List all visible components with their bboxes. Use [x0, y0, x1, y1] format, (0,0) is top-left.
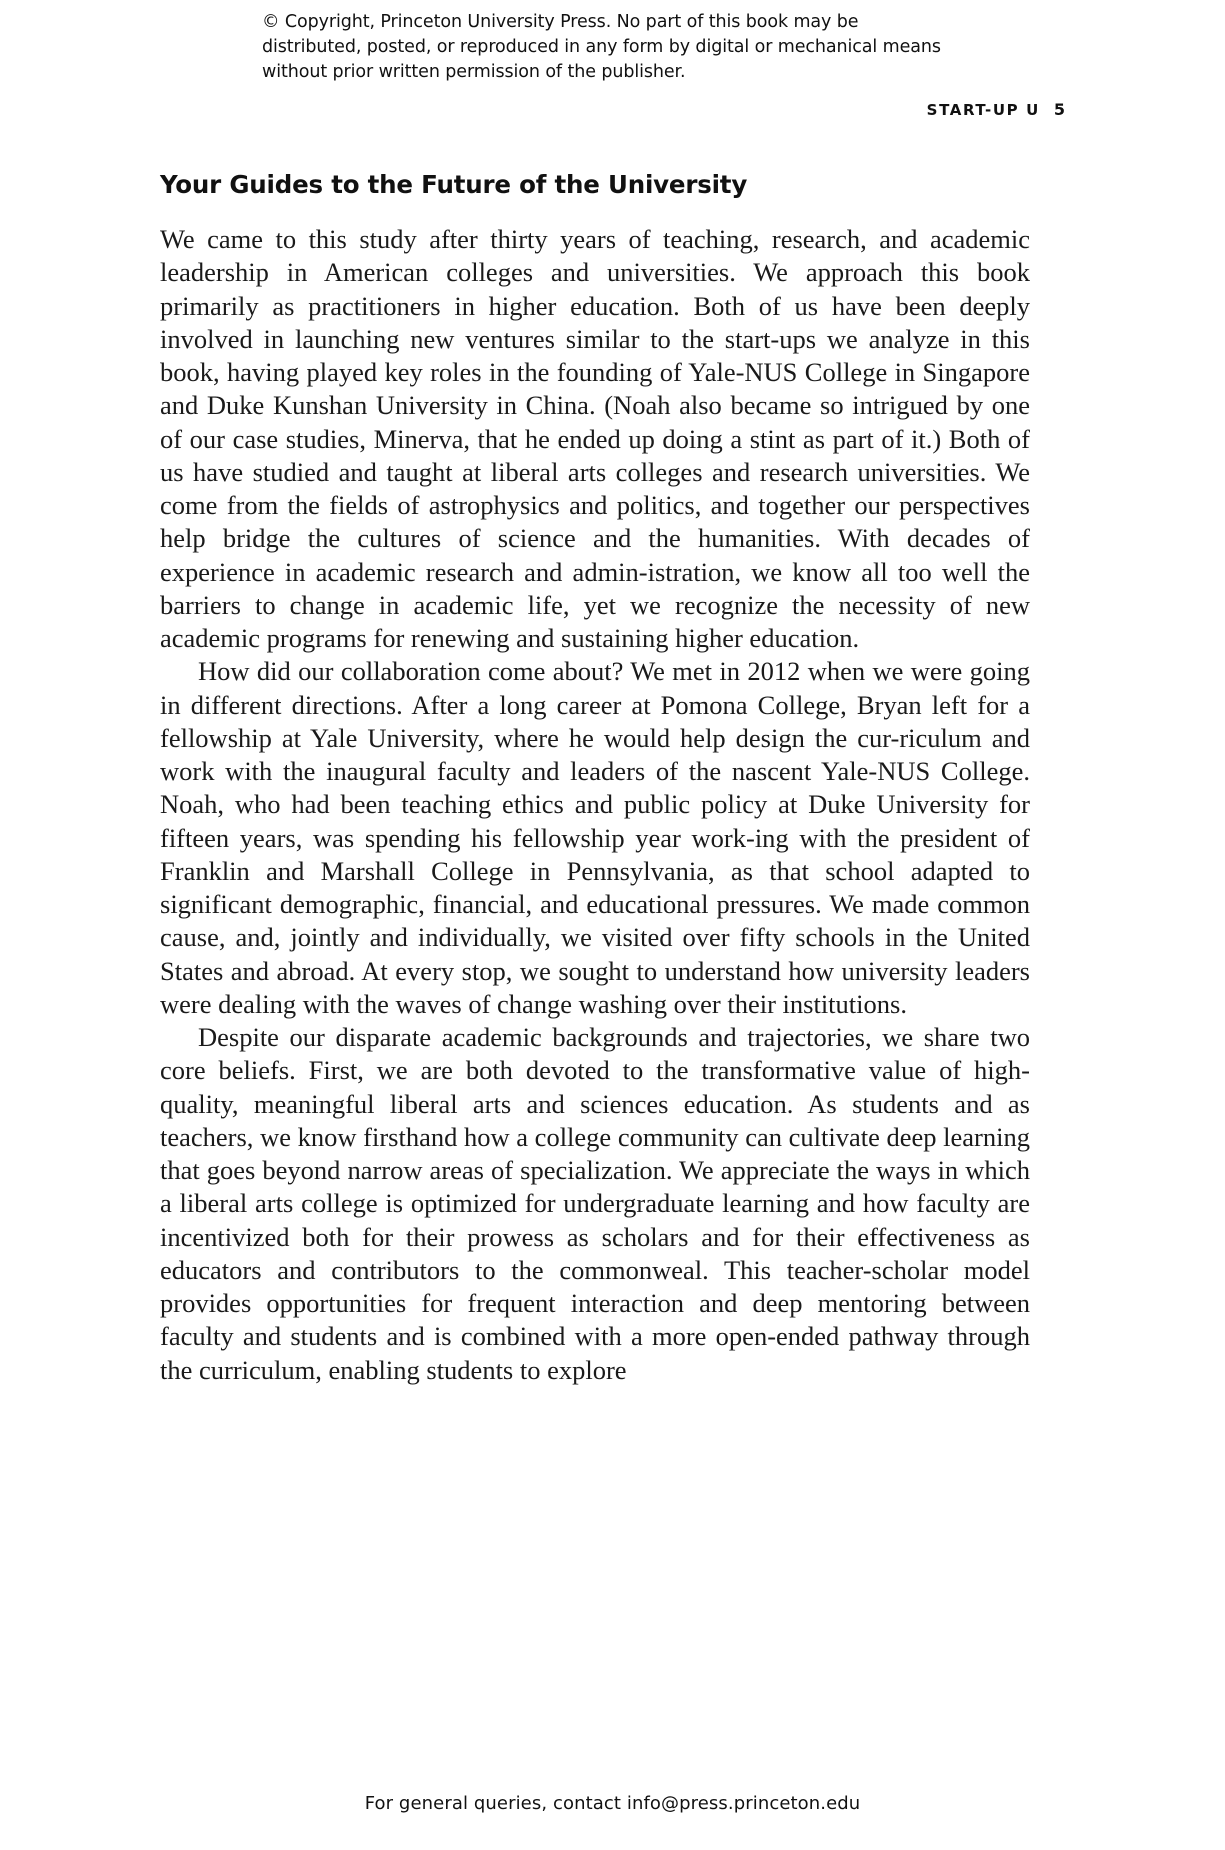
running-head-title: START-UP U: [926, 101, 1040, 119]
footer-query-notice: For general queries, contact info@press.princeton.edu: [364, 1793, 861, 1814]
running-head: [927, 100, 1065, 119]
page-number: 5: [1053, 100, 1065, 119]
body-paragraph-3: Despite our disparate academic backgrounds and trajectories, we share two core beliefs. First, we are both devoted to the transformative value of high-quality, meaningful liberal arts and sciences education. As students and as teachers, we know firsthand how a college community can cultivate deep learning that goes beyond narrow areas of specialization. We appreciate the ways in which a liberal arts college is optimized for undergraduate learning and how faculty are incentivized both for their prowess as scholars and for their effectiveness as educators and contributors to the commonweal. This teacher-scholar model provides opportunities for frequent interaction and deep mentoring between faculty and students and is combined with a more open-ended pathway through the curriculum, enabling students to explore: [160, 1022, 1030, 1385]
page-body: [160, 170, 1030, 1387]
body-paragraph-1: We came to this study after thirty years of teaching, research, and academic leadership in American colleges and universities. We approach this book primarily as practitioners in higher education. Both of us have been deeply involved in launching new ventures similar to the start-ups we analyze in this book, having played key roles in the founding of Yale-NUS College in Singapore and Duke Kunshan University in China. (Noah also became so intrigued by one of our case studies, Minerva, that he ended up doing a stint as part of it.) Both of us have studied and taught at liberal arts colleges and research universities. We come from the fields of astrophysics and politics, and together our perspectives help bridge the cultures of science and the humanities. With decades of experience in academic research and admin-istration, we know all too well the barriers to change in academic life, yet we recognize the necessity of new academic programs for renewing and sustaining higher education.: [160, 224, 1030, 653]
section-heading: Your Guides to the Future of the University: [160, 170, 748, 199]
body-paragraph-2: How did our collaboration come about? We met in 2012 when we were going in different directions. After a long career at Pomona College, Bryan left for a fellowship at Yale University, where he would help design the cur-riculum and work with the inaugural faculty and leaders of the nascent Yale-NUS College. Noah, who had been teaching ethics and public policy at Duke University for fifteen years, was spending his fellowship year work-ing with the president of Franklin and Marshall College in Pennsylvania, as that school adapted to significant demographic, financial, and educational pressures. We made common cause, and, jointly and individually, we visited over fifty schools in the United States and abroad. At every stop, we sought to understand how university leaders were dealing with the waves of change washing over their institutions.: [160, 656, 1030, 1019]
copyright-notice: © Copyright, Princeton University Press. No part of this book may be distributed, posted, or reproduced in any form by digital or mechanical means without prior written permission of the publisher.: [262, 12, 941, 82]
